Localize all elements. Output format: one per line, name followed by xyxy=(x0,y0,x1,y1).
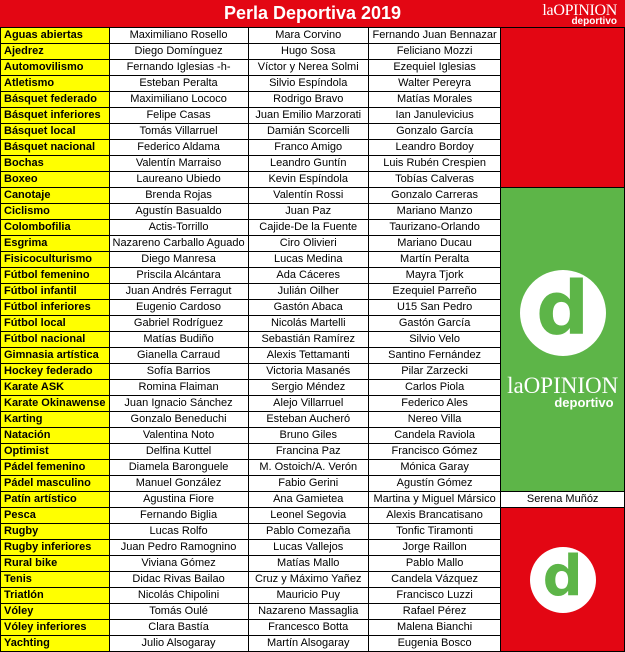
nominee-cell-2: Juan Emilio Marzorati xyxy=(248,108,368,124)
nominee-cell-2: Franco Amigo xyxy=(248,140,368,156)
nominee-cell-1: Fernando Biglia xyxy=(109,508,248,524)
nominee-cell-3: Federico Ales xyxy=(368,396,500,412)
table-row xyxy=(1,188,625,204)
d-logo-icon-small xyxy=(530,543,596,613)
nominee-cell-2: Julián Oilher xyxy=(248,284,368,300)
nominee-cell-3: Ezequiel Iglesias xyxy=(368,60,500,76)
nominees-table xyxy=(0,27,625,652)
sport-name-cell: Vóley inferiores xyxy=(1,620,110,636)
sport-name-cell: Atletismo xyxy=(1,76,110,92)
nominee-cell-3: Mariano Ducau xyxy=(368,236,500,252)
sport-name-cell: Colombofilia xyxy=(1,220,110,236)
sport-name-cell: Rugby inferiores xyxy=(1,540,110,556)
nominee-cell-1: Laureano Ubiedo xyxy=(109,172,248,188)
nominee-cell-2: Nazareno Massaglia xyxy=(248,604,368,620)
nominee-cell-3: Gonzalo Carreras xyxy=(368,188,500,204)
table-row xyxy=(1,508,625,524)
nominee-cell-1: Diamela Baronguele xyxy=(109,460,248,476)
nominee-cell-3: Rafael Pérez xyxy=(368,604,500,620)
extra-nominee-cell: Serena Muñóz xyxy=(501,492,625,508)
nominee-cell-3: Tobías Calveras xyxy=(368,172,500,188)
nominee-cell-2: Rodrigo Bravo xyxy=(248,92,368,108)
nominee-cell-1: Gabriel Rodríguez xyxy=(109,316,248,332)
nominee-cell-2: Juan Paz xyxy=(248,204,368,220)
sport-name-cell: Karting xyxy=(1,412,110,428)
nominee-cell-3: Ian Janulevicius xyxy=(368,108,500,124)
nominee-cell-1: Didac Rivas Bailao xyxy=(109,572,248,588)
nominee-cell-1: Lucas Rolfo xyxy=(109,524,248,540)
nominee-cell-1: Julio Alsogaray xyxy=(109,636,248,652)
nominee-cell-3: Tonfic Tiramonti xyxy=(368,524,500,540)
nominee-cell-2: Kevin Espíndola xyxy=(248,172,368,188)
nominee-cell-3: Pablo Mallo xyxy=(368,556,500,572)
header-logo xyxy=(542,3,617,27)
nominee-cell-3: Gastón García xyxy=(368,316,500,332)
nominee-cell-1: Esteban Peralta xyxy=(109,76,248,92)
nominee-cell-2: Francina Paz xyxy=(248,444,368,460)
nominee-cell-2: Lucas Medina xyxy=(248,252,368,268)
nominee-cell-2: Ada Cáceres xyxy=(248,268,368,284)
sport-name-cell: Aguas abiertas xyxy=(1,28,110,44)
nominee-cell-2: Gastón Abaca xyxy=(248,300,368,316)
nominee-cell-1: Valentina Noto xyxy=(109,428,248,444)
nominee-cell-3: Pilar Zarzecki xyxy=(368,364,500,380)
sport-name-cell: Automovilismo xyxy=(1,60,110,76)
header-logo-main: laOPINION xyxy=(542,2,617,19)
nominee-cell-1: Agustina Fiore xyxy=(109,492,248,508)
nominee-cell-1: Juan Pedro Ramognino xyxy=(109,540,248,556)
nominee-cell-3: Martín Peralta xyxy=(368,252,500,268)
nominee-cell-2: Nicolás Martelli xyxy=(248,316,368,332)
table-row xyxy=(1,28,625,44)
sport-name-cell: Karate Okinawense xyxy=(1,396,110,412)
nominee-cell-2: Bruno Giles xyxy=(248,428,368,444)
nominee-cell-1: Delfina Kuttel xyxy=(109,444,248,460)
nominee-cell-3: Eugenia Bosco xyxy=(368,636,500,652)
nominee-cell-1: Tomás Oulé xyxy=(109,604,248,620)
nominee-cell-3: Candela Raviola xyxy=(368,428,500,444)
sport-name-cell: Tenis xyxy=(1,572,110,588)
sport-name-cell: Fútbol inferiores xyxy=(1,300,110,316)
sport-name-cell: Hockey federado xyxy=(1,364,110,380)
nominees-table-body xyxy=(1,28,625,652)
sport-name-cell: Bochas xyxy=(1,156,110,172)
sport-name-cell: Karate ASK xyxy=(1,380,110,396)
nominee-cell-1: Maximiliano Rosello xyxy=(109,28,248,44)
nominee-cell-1: Diego Manresa xyxy=(109,252,248,268)
nominee-cell-2: Víctor y Nerea Solmi xyxy=(248,60,368,76)
sport-name-cell: Pádel femenino xyxy=(1,460,110,476)
sport-name-cell: Triatlón xyxy=(1,588,110,604)
nominee-cell-2: Martín Alsogaray xyxy=(248,636,368,652)
nominee-cell-1: Gonzalo Beneduchi xyxy=(109,412,248,428)
sport-name-cell: Básquet local xyxy=(1,124,110,140)
nominee-cell-2: Cajide-De la Fuente xyxy=(248,220,368,236)
side-panel-red-top xyxy=(501,28,625,188)
nominee-cell-2: M. Ostoich/A. Verón xyxy=(248,460,368,476)
nominee-cell-2: Alexis Tettamanti xyxy=(248,348,368,364)
side-logo xyxy=(504,374,621,409)
nominee-cell-2: Damián Scorcelli xyxy=(248,124,368,140)
sport-name-cell: Básquet nacional xyxy=(1,140,110,156)
nominee-cell-3: Walter Pereyra xyxy=(368,76,500,92)
nominee-cell-1: Valentín Marraiso xyxy=(109,156,248,172)
nominee-cell-3: Taurizano-Orlando xyxy=(368,220,500,236)
nominee-cell-2: Esteban Aucheró xyxy=(248,412,368,428)
nominee-cell-1: Felipe Casas xyxy=(109,108,248,124)
nominee-cell-2: Lucas Vallejos xyxy=(248,540,368,556)
sport-name-cell: Esgrima xyxy=(1,236,110,252)
sport-name-cell: Fútbol femenino xyxy=(1,268,110,284)
side-panel-red-bottom xyxy=(501,508,625,652)
nominee-cell-2: Sebastián Ramírez xyxy=(248,332,368,348)
nominee-cell-3: U15 San Pedro xyxy=(368,300,500,316)
nominee-cell-2: Fabio Gerini xyxy=(248,476,368,492)
nominee-cell-2: Victoria Masanés xyxy=(248,364,368,380)
nominee-cell-1: Tomás Villarruel xyxy=(109,124,248,140)
sport-name-cell: Yachting xyxy=(1,636,110,652)
nominee-cell-1: Nicolás Chipolini xyxy=(109,588,248,604)
d-logo-letter-small: d xyxy=(542,543,583,609)
nominee-cell-3: Mayra Tjork xyxy=(368,268,500,284)
sport-name-cell: Básquet inferiores xyxy=(1,108,110,124)
nominee-cell-1: Clara Bastía xyxy=(109,620,248,636)
nominee-cell-1: Eugenio Cardoso xyxy=(109,300,248,316)
nominee-cell-2: Sergio Méndez xyxy=(248,380,368,396)
nominee-cell-3: Candela Vázquez xyxy=(368,572,500,588)
sport-name-cell: Fútbol nacional xyxy=(1,332,110,348)
sport-name-cell: Fútbol local xyxy=(1,316,110,332)
sport-name-cell: Canotaje xyxy=(1,188,110,204)
nominee-cell-3: Ezequiel Parreño xyxy=(368,284,500,300)
nominee-cell-1: Matías Budiño xyxy=(109,332,248,348)
page-title: Perla Deportiva 2019 xyxy=(223,3,402,23)
sport-name-cell: Fútbol infantil xyxy=(1,284,110,300)
nominee-cell-2: Pablo Comezaña xyxy=(248,524,368,540)
table-row xyxy=(1,492,625,508)
nominee-cell-3: Agustín Gómez xyxy=(368,476,500,492)
nominee-cell-2: Hugo Sosa xyxy=(248,44,368,60)
side-panel-green xyxy=(501,188,625,492)
nominee-cell-1: Priscila Alcántara xyxy=(109,268,248,284)
nominee-cell-1: Fernando Iglesias -h- xyxy=(109,60,248,76)
nominee-cell-2: Cruz y Máximo Yañez xyxy=(248,572,368,588)
nominee-cell-3: Malena Bianchi xyxy=(368,620,500,636)
nominee-cell-3: Nereo Villa xyxy=(368,412,500,428)
nominee-cell-1: Nazareno Carballo Aguado xyxy=(109,236,248,252)
sport-name-cell: Pádel masculino xyxy=(1,476,110,492)
sport-name-cell: Optimist xyxy=(1,444,110,460)
sport-name-cell: Gimnasia artística xyxy=(1,348,110,364)
sport-name-cell: Patín artístico xyxy=(1,492,110,508)
nominee-cell-3: Fernando Juan Bennazar xyxy=(368,28,500,44)
sport-name-cell: Ajedrez xyxy=(1,44,110,60)
sport-name-cell: Ciclismo xyxy=(1,204,110,220)
nominee-cell-2: Leandro Guntín xyxy=(248,156,368,172)
nominee-cell-2: Alejo Villarruel xyxy=(248,396,368,412)
nominee-cell-1: Juan Andrés Ferragut xyxy=(109,284,248,300)
nominee-cell-2: Valentín Rossi xyxy=(248,188,368,204)
nominee-cell-2: Francesco Botta xyxy=(248,620,368,636)
nominee-cell-1: Juan Ignacio Sánchez xyxy=(109,396,248,412)
sport-name-cell: Natación xyxy=(1,428,110,444)
nominee-cell-1: Agustín Basualdo xyxy=(109,204,248,220)
nominee-cell-3: Francisco Luzzi xyxy=(368,588,500,604)
nominee-cell-1: Sofía Barrios xyxy=(109,364,248,380)
nominee-cell-3: Jorge Raillon xyxy=(368,540,500,556)
nominee-cell-3: Mariano Manzo xyxy=(368,204,500,220)
nominee-cell-3: Santino Fernández xyxy=(368,348,500,364)
nominee-cell-3: Francisco Gómez xyxy=(368,444,500,460)
side-logo-sub: deportivo xyxy=(554,395,614,410)
nominee-cell-1: Gianella Carraud xyxy=(109,348,248,364)
nominee-cell-3: Martina y Miguel Mársico xyxy=(368,492,500,508)
nominee-cell-3: Silvio Velo xyxy=(368,332,500,348)
nominee-cell-1: Brenda Rojas xyxy=(109,188,248,204)
sport-name-cell: Vóley xyxy=(1,604,110,620)
nominee-cell-2: Silvio Espíndola xyxy=(248,76,368,92)
side-logo-main: laOPINION xyxy=(507,373,619,398)
nominee-cell-1: Federico Aldama xyxy=(109,140,248,156)
nominee-cell-2: Ana Gamietea xyxy=(248,492,368,508)
nominee-cell-3: Feliciano Mozzi xyxy=(368,44,500,60)
nominee-cell-3: Carlos Piola xyxy=(368,380,500,396)
sport-name-cell: Pesca xyxy=(1,508,110,524)
nominee-cell-2: Matías Mallo xyxy=(248,556,368,572)
nominee-cell-1: Viviana Gómez xyxy=(109,556,248,572)
nominee-cell-1: Manuel González xyxy=(109,476,248,492)
nominee-cell-2: Mauricio Puy xyxy=(248,588,368,604)
nominee-cell-2: Ciro Olivieri xyxy=(248,236,368,252)
sport-name-cell: Rugby xyxy=(1,524,110,540)
d-logo-icon xyxy=(520,266,606,356)
nominee-cell-3: Matías Morales xyxy=(368,92,500,108)
nominee-cell-3: Luis Rubén Crespien xyxy=(368,156,500,172)
sport-name-cell: Básquet federado xyxy=(1,92,110,108)
nominee-cell-3: Leandro Bordoy xyxy=(368,140,500,156)
nominee-cell-3: Gonzalo García xyxy=(368,124,500,140)
sport-name-cell: Rural bike xyxy=(1,556,110,572)
nominee-cell-1: Actis-Torrillo xyxy=(109,220,248,236)
d-logo-letter: d xyxy=(536,266,590,352)
nominee-cell-1: Diego Domínguez xyxy=(109,44,248,60)
sport-name-cell: Boxeo xyxy=(1,172,110,188)
nominee-cell-2: Mara Corvino xyxy=(248,28,368,44)
nominee-cell-3: Alexis Brancatisano xyxy=(368,508,500,524)
nominee-cell-1: Maximiliano Lococo xyxy=(109,92,248,108)
nominee-cell-3: Mónica Garay xyxy=(368,460,500,476)
sport-name-cell: Fisicoculturismo xyxy=(1,252,110,268)
nominee-cell-1: Romina Flaiman xyxy=(109,380,248,396)
header-logo-sub: deportivo xyxy=(571,16,617,27)
nominee-cell-2: Leonel Segovia xyxy=(248,508,368,524)
